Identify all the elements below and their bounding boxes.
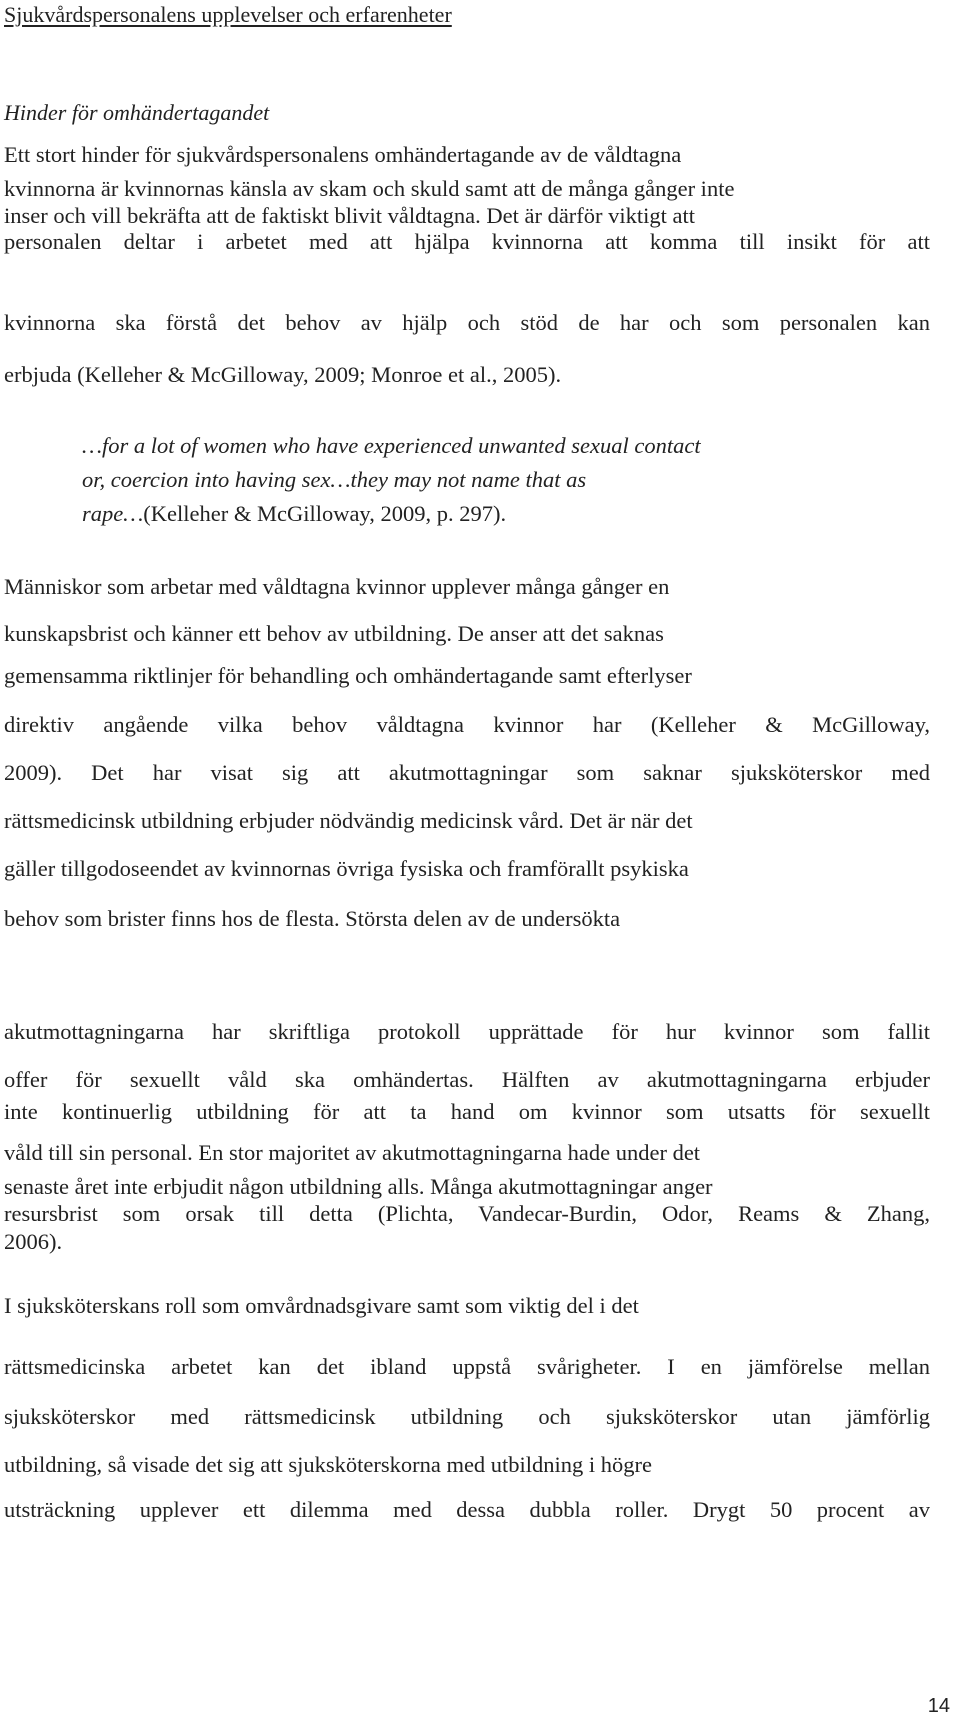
quote-text: or, coercion into having sex…they may not name that as [82,467,587,492]
block-quote-line [82,433,701,459]
paragraph-2-line: akutmottagningarna har skriftliga protokoll upprättade för hur kvinnor som fallit [4,1019,930,1044]
paragraph-2-line: gemensamma riktlinjer för behandling och omhändertagande samt efterlyser [4,663,692,688]
paragraph-2-line: 2009). Det har visat sig att akutmottagningar som saknar sjuksköterskor med [4,760,930,785]
paragraph-3-line: utsträckning upplever ett dilemma med dessa dubbla roller. Drygt 50 procent av [4,1497,930,1522]
paragraph-2-line: behov som brister finns hos de flesta. Största delen av de undersökta [4,906,621,931]
paragraph-2-line: Människor som arbetar med våldtagna kvinnor upplever många gånger en [4,574,670,599]
quote-text: rape… [82,501,144,526]
section-heading: Sjukvårdspersonalens upplevelser och erfarenheter [4,2,452,27]
paragraph-2-line: resursbrist som orsak till detta (Plichta, Vandecar-Burdin, Odor, Reams & Zhang, [4,1201,930,1226]
paragraph-2-line: kunskapsbrist och känner ett behov av utbildning. De anser att det saknas [4,621,664,646]
paragraph-3-line: sjuksköterskor med rättsmedicinsk utbildning och sjuksköterskor utan jämförlig [4,1404,930,1429]
paragraph-3-line: rättsmedicinska arbetet kan det ibland uppstå svårigheter. I en jämförelse mellan [4,1354,930,1379]
paragraph-2-line: rättsmedicinsk utbildning erbjuder nödvändig medicinsk vård. Det är när det [4,808,693,833]
paragraph-2-line: inte kontinuerlig utbildning för att ta hand om kvinnor som utsatts för sexuellt [4,1099,930,1124]
paragraph-3-line: utbildning, så visade det sig att sjuksköterskorna med utbildning i högre [4,1452,653,1477]
page-number: 14 [927,1695,950,1717]
block-quote-line [82,501,506,527]
quote-citation: (Kelleher & McGilloway, 2009, p. 297). [143,501,507,526]
paragraph-1-line: kvinnorna är kvinnornas känsla av skam och skuld samt att de många gånger inte [4,176,735,201]
paragraph-2-line: våld till sin personal. En stor majoritet av akutmottagningarna hade under det [4,1140,701,1165]
paragraph-2-line: gäller tillgodoseendet av kvinnornas övriga fysiska och framförallt psykiska [4,856,689,881]
paragraph-1-line: personalen deltar i arbetet med att hjälpa kvinnorna att komma till insikt för att [4,229,930,254]
block-quote-line [82,467,586,493]
paragraph-2-line: direktiv angående vilka behov våldtagna kvinnor har (Kelleher & McGilloway, [4,712,930,737]
subsection-heading: Hinder för omhändertagandet [4,100,270,125]
paragraph-1-line: Ett stort hinder för sjukvårdspersonalens omhändertagande av de våldtagna [4,142,682,167]
paragraph-1-line: erbjuda (Kelleher & McGilloway, 2009; Monroe et al., 2005). [4,362,562,387]
paragraph-1-line: inser och vill bekräfta att de faktiskt blivit våldtagna. Det är därför viktigt att [4,203,696,228]
paragraph-1-line: kvinnorna ska förstå det behov av hjälp och stöd de har och som personalen kan [4,310,930,335]
paragraph-2-line: offer för sexuellt våld ska omhändertas. Hälften av akutmottagningarna erbjuder [4,1067,930,1092]
paragraph-2-line: 2006). [4,1229,63,1254]
paragraph-2-line: senaste året inte erbjudit någon utbildning alls. Många akutmottagningar anger [4,1174,713,1199]
paragraph-3-line: I sjuksköterskans roll som omvårdnadsgivare samt som viktig del i det [4,1293,639,1318]
quote-text: …for a lot of women who have experienced unwanted sexual contact [82,433,701,458]
